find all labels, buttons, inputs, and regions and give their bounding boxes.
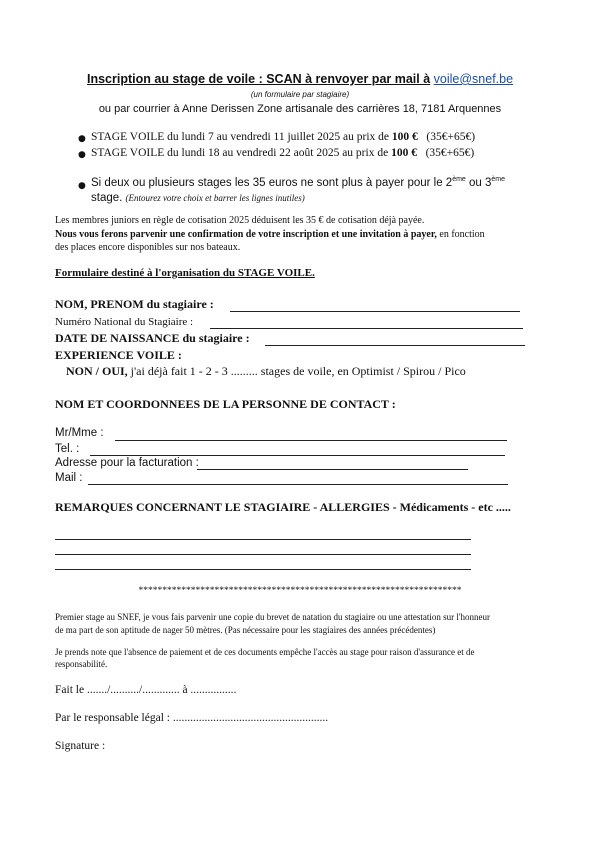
contact-heading: NOM ET COORDONNEES DE LA PERSONNE DE CONTACT : [55, 397, 396, 411]
remarks-line[interactable] [55, 569, 471, 570]
bullet-icon: ● [78, 181, 86, 191]
stage-detail: (35€+65€) [426, 131, 476, 143]
stage-price: 100 € [391, 147, 417, 159]
footer-para1-line1: Premier stage au SNEF, je vous fais parvenir une copie du brevet de natation du stagiaire ou une attestation sur l'honneur [55, 612, 491, 622]
fait-le-line[interactable]: Fait le ......./........../............. à ................ [55, 684, 237, 696]
name-label: NOM, PRENOM du stagiaire : [55, 297, 214, 311]
stage-text: STAGE VOILE du lundi 18 au vendredi 22 août 2025 au prix de [91, 147, 389, 159]
remarks-line[interactable] [55, 554, 471, 555]
name-field[interactable] [230, 311, 520, 312]
multi-text-line2: stage. [91, 192, 123, 204]
subnote: (un formulaire par stagiaire) [250, 90, 350, 99]
mr-field[interactable] [115, 440, 507, 441]
footer-para1-line2: de ma part de son aptitude de nager 50 mètres. (Pas nécessaire pour les stagiaires des années précédentes) [55, 625, 436, 635]
tel-label: Tel. : [55, 443, 80, 455]
multi-stage-line2 [91, 192, 305, 204]
postal-address: ou par courrier à Anne Derissen Zone artisanale des carrières 18, 7181 Arquennes [98, 103, 502, 115]
stage-detail: (35€+65€) [425, 147, 475, 159]
stage-text: STAGE VOILE du lundi 7 au vendredi 11 juillet 2025 au prix de [91, 131, 390, 143]
multi-stage-line1 [91, 176, 505, 189]
billing-label: Adresse pour la facturation : [55, 457, 199, 469]
billing-field[interactable] [197, 469, 468, 470]
national-number-field[interactable] [210, 328, 523, 329]
remarks-heading: REMARQUES CONCERNANT LE STAGIAIRE - ALLERGIES - Médicaments - etc ..... [55, 500, 511, 514]
footer-para2-line2: responsabilité. [55, 659, 108, 669]
sup-2: ème [491, 176, 506, 183]
birthdate-field[interactable] [265, 345, 525, 346]
remarks-line[interactable] [55, 539, 471, 540]
bullet-icon: ● [78, 134, 86, 144]
multi-text-b: ou 3 [465, 176, 492, 189]
confirm-bold: Nous vous ferons parvenir une confirmation de votre inscription et une invitation à payer, [55, 229, 437, 240]
stage-price: 100 € [391, 131, 418, 143]
mr-label: Mr/Mme : [55, 427, 104, 439]
form-title [87, 72, 513, 86]
multi-text-a: Si deux ou plusieurs stages les 35 euros ne sont plus à payer pour le 2 [91, 176, 453, 189]
confirm-info [55, 229, 485, 240]
title-text: Inscription au stage de voile : SCAN à renvoyer par mail à [87, 72, 431, 86]
stage-option-1 [91, 131, 475, 143]
national-label: Numéro National du Stagiaire : [55, 316, 194, 328]
email-link[interactable]: voile@snef.be [433, 72, 514, 86]
birthdate-label: DATE DE NAISSANCE du stagiaire : [55, 331, 250, 345]
experience-text: j'ai déjà fait 1 - 2 - 3 ......... stages de voile, en Optimist / Spirou / Pico [127, 364, 466, 378]
bullet-icon: ● [78, 150, 86, 160]
experience-label: EXPERIENCE VOILE : [55, 348, 182, 362]
confirm-info-line2: des places encore disponibles sur nos bateaux. [55, 242, 241, 253]
experience-line [66, 364, 466, 379]
juniors-info: Les membres juniors en règle de cotisation 2025 déduisent les 35 € de cotisation déjà payée. [55, 215, 425, 226]
confirm-rest: en fonction [436, 229, 485, 240]
stage-option-2 [91, 147, 474, 159]
responsable-line[interactable]: Par le responsable légal : ...................................................... [55, 712, 329, 724]
form-heading: Formulaire destiné à l'organisation du STAGE VOILE. [55, 267, 315, 279]
sup-1: ème [452, 176, 466, 183]
footer-para2-line1: Je prends note que l'absence de paiement et de ces documents empêche l'accès au stage pour raison d'assurance et de [55, 647, 475, 657]
multi-note: (Entourez votre choix et barrer les lignes inutiles) [125, 193, 305, 203]
separator: ******************************************************************** [138, 586, 462, 596]
experience-choice[interactable]: NON / OUI, [66, 364, 128, 378]
tel-field[interactable] [90, 455, 505, 456]
mail-label: Mail : [55, 472, 83, 484]
mail-field[interactable] [88, 484, 508, 485]
signature-label: Signature : [55, 740, 106, 752]
